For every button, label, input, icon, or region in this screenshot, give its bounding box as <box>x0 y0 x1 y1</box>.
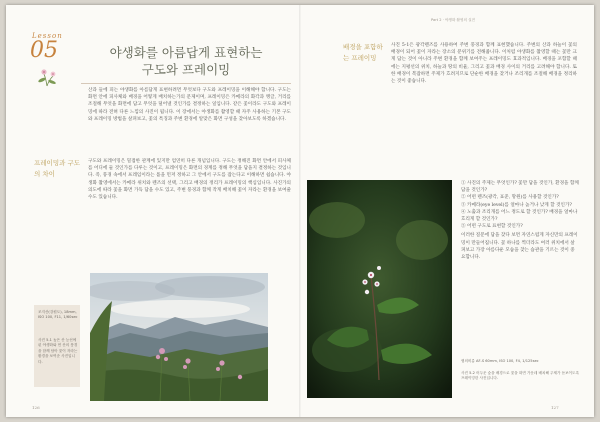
closing-paragraph: 이러한 질문에 답을 찾다 보면 자연스럽게 자신만의 프레이밍이 만들어집니다. 꽃 하나를 찍더라도 여러 위치에서 살펴보고 가장 아름다운 모습을 찾는 습관을 기르는 것이 중요합니다. <box>461 233 578 261</box>
section2-paragraph: 사진 5-1은 광각렌즈를 사용하여 주변 풍경과 함께 표현했습니다. 주변의 산과 하늘이 꽃의 배경이 되어 꽃이 자라는 장소의 분위기를 전해줍니다. 이처럼 야생화를 촬영할 때는 꽃만 크게 담는 것이 아니라 주변 환경을 함께 보여주는 프레이밍도 효과적입니다. 배경을 포함할 때에는 지평선의 위치, 하늘과 땅의 비율, 그리고 꽃과 배경 사이의 거리를 고려해야 합니다. 또한 배경이 복잡하면 주제가 흐려지므로 단순한 배경을 찾거나 조리개를 조절해 배경을 정리하는 것이 좋습니다. <box>391 43 577 85</box>
photo-caption: 사진 5-1 높은 산 능선에 핀 야생화와 먼 산의 풍경을 함께 담아 꽃이 자라는 환경을 보여준 사진입니다. <box>38 338 78 364</box>
photo-caption: 사진 5-2 어두운 숲을 배경으로 꽃을 화면 가운데 배치해 주제가 돋보이도록 프레이밍한 사진입니다. <box>461 371 579 381</box>
question-item: ④ 노출과 조리개를 어느 정도로 할 것인가? 배경을 얼마나 흐리게 할 것인가? <box>461 209 578 223</box>
lesson-label: Lesson <box>32 32 63 40</box>
photo-exif-caption: 조지산(강원도), 18mm, ISO 100, F11, 1/60sec <box>38 310 78 320</box>
question-item: ① 사진의 주제는 무엇인가? 꽃만 담을 것인가, 환경을 함께 담을 것인가? <box>461 181 579 194</box>
chapter-title-line2: 구도와 프레이밍 <box>141 62 231 77</box>
landscape-photo <box>90 273 268 401</box>
lesson-number: 05 <box>30 38 58 63</box>
page-number: 126 <box>32 405 40 410</box>
section-sidehead: 프레이밍과 구도의 차이 <box>34 159 81 178</box>
running-head: Part 2 · 야생화 촬영의 실전 <box>431 18 476 22</box>
intro-paragraph: 산과 들에 피는 야생화를 아름답게 표현하려면 무엇보다 구도와 프레이밍을 이해해야 합니다. 구도는 화면 안에 피사체와 배경을 어떻게 배치하는가의 문제이며, 프레이밍은 카메라의 화각과 앵글, 거리를 조절해 무엇을 화면에 담고 무엇을 덜어낼 것인가를 결정하는 일입니다. 같은 꽃이라도 구도와 프레이밍에 따라 전혀 다른 느낌의 사진이 됩니다. 이 장에서는 야생화를 촬영할 때 자주 사용하는 기본 구도와 프레이밍 방법을 살펴보고, 꽃의 특징과 주변 환경에 알맞은 화면 구성을 찾아보도록 하겠습니다. <box>88 88 291 122</box>
book-spread <box>6 5 594 417</box>
chapter-title-line1: 야생화를 아름답게 표현하는 <box>109 45 263 60</box>
title-divider <box>81 83 291 84</box>
page-number: 127 <box>551 405 559 410</box>
question-list <box>461 180 579 330</box>
wildflower-icon <box>34 65 60 87</box>
question-item: ③ 카메라(eye level)를 얼마나 높거나 낮게 할 것인가? <box>461 202 572 208</box>
photo-exif-caption: 꿩의비름 AF-S 60mm, ISO 100, F4, 1/125sec <box>461 359 539 363</box>
flower-closeup-photo <box>307 180 452 398</box>
question-item: ⑤ 어떤 구도로 표현할 것인가? <box>461 224 523 230</box>
right-page <box>301 5 594 417</box>
left-page <box>6 5 299 417</box>
question-item: ② 어떤 렌즈(광각, 표준, 망원)를 사용할 것인가? <box>461 195 559 201</box>
section-sidehead: 배경을 포함하는 프레이밍 <box>343 43 383 62</box>
section1-paragraph: 구도와 프레이밍은 밀접한 관계에 있지만 엄연히 다른 개념입니다. 구도는 정해진 화면 안에서 피사체를 어디에 둘 것인가를 다루는 것이고, 프레이밍은 화면의 경계를 정해 무엇을 담을지 결정하는 것입니다. 즉, 풍경 속에서 프레임이라는 틀을 먼저 정하고 그 안에서 구도를 잡는다고 이해하면 쉽습니다. 야생화 촬영에서는 카메라 위치와 렌즈의 선택, 그리고 배경의 정리가 프레이밍의 핵심입니다. 사진가의 의도에 따라 꽃을 화면 가득 담을 수도 있고, 주변 풍경과 함께 작게 배치해 꽃이 자라는 환경을 보여줄 수도 있습니다. <box>88 159 291 201</box>
